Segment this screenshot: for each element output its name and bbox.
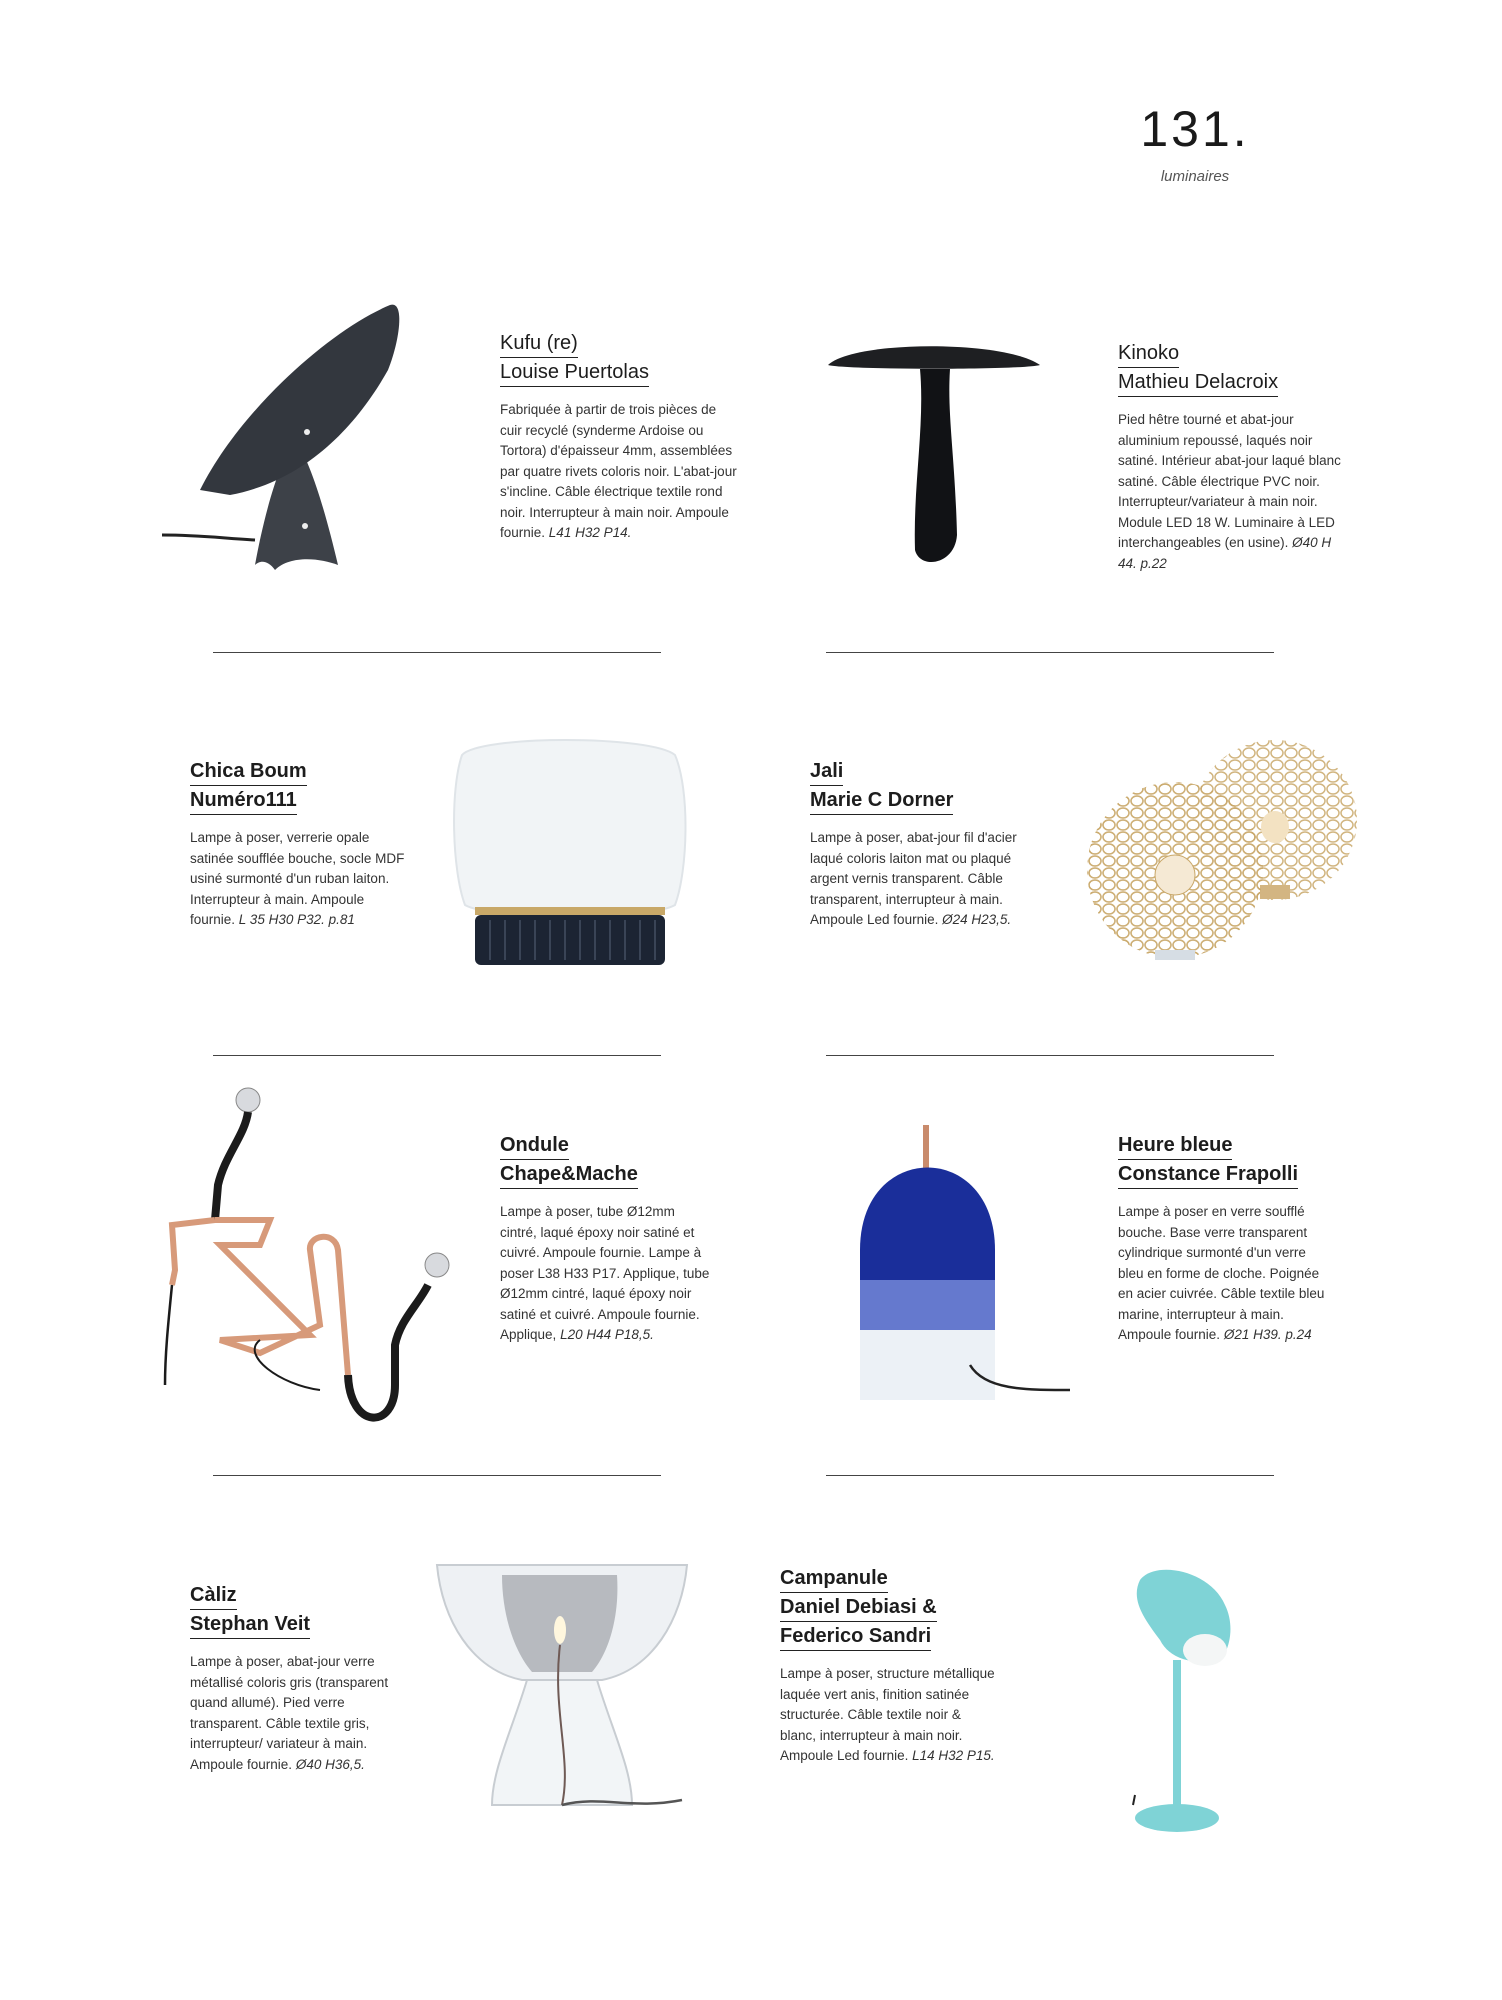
product-campanule — [780, 1565, 1030, 1767]
caliz-lamp-image — [432, 1560, 692, 1820]
product-title: Kufu (re) — [500, 330, 578, 358]
product-description: Pied hêtre tourné et abat-jour aluminium repoussé, laqués noir satiné. Intérieur abat-jour laqué blanc satiné. Câble électrique PVC noir. Interrupteur/variateur à main noir. Module LED 18 W. Luminaire à LED interchangeables (en usine). Ø40 H 44. p.22 — [1118, 412, 1341, 571]
divider — [826, 1055, 1274, 1056]
product-description: Lampe à poser, abat-jour verre métallisé coloris gris (transparent quand allumé). Pied verre transparent. Câble textile gris, interrupteur/ variateur à main. Ampoule fournie. Ø40 H36,5. — [190, 1654, 389, 1772]
product-dimensions: L20 H44 P18,5. — [560, 1327, 654, 1342]
product-designer: Daniel Debiasi & — [780, 1594, 937, 1622]
divider — [213, 1055, 661, 1056]
product-title: Campanule — [780, 1565, 888, 1593]
product-designer: Constance Frapolli — [1118, 1161, 1298, 1189]
product-kufu — [500, 330, 750, 544]
product-description: Lampe à poser, structure métallique laquée vert anis, finition satinée structurée. Câble textile noir & blanc, interrupteur à main noir. Ampoule Led fournie. L14 H32 P15. — [780, 1666, 995, 1763]
product-title: Càliz — [190, 1582, 237, 1610]
kufu-lamp-image — [160, 290, 420, 580]
divider — [826, 1475, 1274, 1476]
product-designer: Chape&Mache — [500, 1161, 638, 1189]
product-dimensions: Ø24 H23,5. — [942, 912, 1012, 927]
heure-bleue-lamp-image — [855, 1120, 1075, 1410]
product-description: Lampe à poser en verre soufflé bouche. Base verre transparent cylindrique surmonté d'un verre bleu en forme de cloche. Poignée en acier cuivrée. Câble textile bleu marine, interrupteur à main. Ampoule fournie. Ø21 H39. p.24 — [1118, 1204, 1325, 1342]
divider — [213, 1475, 661, 1476]
product-jali — [810, 758, 1060, 931]
chica-boum-lamp-image — [450, 730, 690, 980]
product-dimensions: L14 H32 P15. — [912, 1748, 995, 1763]
product-description: Lampe à poser, abat-jour fil d'acier laqué coloris laiton mat ou plaqué argent vernis transparent. Câble transparent, interrupteur à main. Ampoule Led fournie. Ø24 H23,5. — [810, 830, 1017, 927]
product-dimensions: L 35 H30 P32. p.81 — [238, 912, 355, 927]
product-title: Kinoko — [1118, 340, 1179, 368]
product-dimensions: Ø21 H39. p.24 — [1223, 1327, 1312, 1342]
product-title: Heure bleue — [1118, 1132, 1232, 1160]
product-designer: Louise Puertolas — [500, 359, 649, 387]
product-caliz — [190, 1582, 440, 1775]
page-section-label: luminaires — [1160, 168, 1230, 185]
product-dimensions: L41 H32 P14. — [548, 525, 632, 540]
jali-lamp-image — [1060, 735, 1370, 975]
divider — [826, 652, 1274, 653]
product-ondule — [500, 1132, 750, 1346]
product-description: Lampe à poser, verrerie opale satinée soufflée bouche, socle MDF usiné surmonté d'un ruban laiton. Interrupteur à main. Ampoule fournie. L 35 H30 P32. p.81 — [190, 830, 405, 927]
ondule-lamp-image — [160, 1085, 460, 1435]
product-kinoko — [1118, 340, 1368, 574]
divider — [213, 652, 661, 653]
product-description: Fabriquée à partir de trois pièces de cuir recyclé (synderme Ardoise ou Tortora) d'épaisseur 4mm, assemblées par quatre rivets coloris noir. L'abat-jour s'incline. Câble électrique textile rond noir. Interrupteur à main noir. Ampoule fournie. L41 H32 P14. — [500, 402, 737, 540]
campanule-lamp-image — [1115, 1565, 1255, 1840]
product-heure-bleue — [1118, 1132, 1368, 1346]
product-designer: Mathieu Delacroix — [1118, 369, 1278, 397]
product-description: Lampe à poser, tube Ø12mm cintré, laqué époxy noir satiné et cuivré. Ampoule fournie. Lampe à poser L38 H33 P17. Applique, tube Ø12mm cintré, laqué époxy noir satiné et cuivré. Ampoule fournie. Applique, L20 H44 P18,5. — [500, 1204, 710, 1342]
product-designer: Numéro111 — [190, 787, 297, 815]
kinoko-lamp-image — [825, 335, 1045, 575]
product-title: Ondule — [500, 1132, 569, 1160]
product-chica-boum — [190, 758, 440, 931]
product-title: Chica Boum — [190, 758, 307, 786]
product-dimensions: Ø40 H 44. p.22 — [1118, 535, 1332, 571]
product-dimensions: Ø40 H36,5. — [295, 1756, 365, 1772]
product-designer: Marie C Dorner — [810, 787, 953, 815]
product-designer: Stephan Veit — [190, 1611, 310, 1639]
product-designer-line2: Federico Sandri — [780, 1623, 931, 1651]
product-title: Jali — [810, 758, 843, 786]
page-number: 131. — [1140, 101, 1250, 157]
